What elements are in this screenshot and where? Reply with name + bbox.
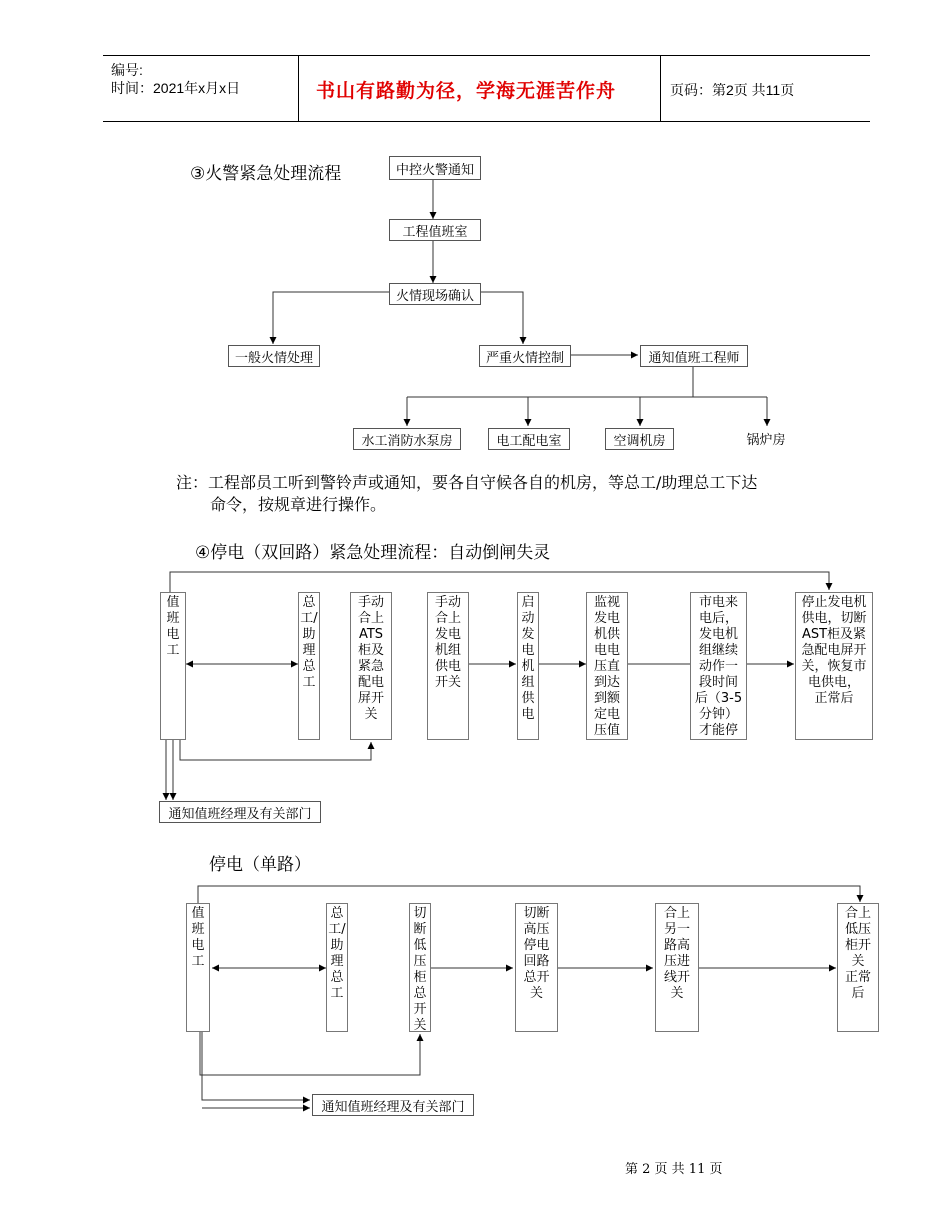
dual-box-chief-engineer: 总 工/ 助 理 总 工 xyxy=(298,592,320,740)
fire-node-confirm: 火情现场确认 xyxy=(389,283,481,305)
page-footer: 第 2 页 共 11 页 xyxy=(625,1162,723,1177)
fire-note-line1: 注：工程部员工听到警铃声或通知，要各自守候各自的机房，等总工/助理总工下达 xyxy=(176,473,758,492)
dual-box-mains-return: 市电来 电后， 发电机 组继续 动作一 段时间 后（3-5 分钟） 才能停 xyxy=(690,592,747,740)
fire-node-pump-room: 水工消防水泵房 xyxy=(353,428,461,450)
dual-box-manual-generator: 手动 合上 发电 机组 供电 开关 xyxy=(427,592,469,740)
dual-box-manual-ats: 手动 合上 ATS 柜及 紧急 配电 屏开 关 xyxy=(350,592,392,740)
single-box-cut-high-voltage: 切断 高压 停电 回路 总开 关 xyxy=(515,903,558,1032)
single-box-chief-engineer: 总 工/ 助 理 总 工 xyxy=(326,903,348,1032)
fire-node-center-alarm: 中控火警通知 xyxy=(389,156,481,180)
dual-notify-manager: 通知值班经理及有关部门 xyxy=(159,801,321,823)
single-box-electrician: 值 班 电 工 xyxy=(186,903,210,1032)
fire-note-line2: 命令，按规章进行操作。 xyxy=(210,495,387,514)
header-motto: 书山有路勤为径，学海无涯苦作舟 xyxy=(316,80,617,102)
dual-box-stop-generator: 停止发电机 供电，切断 AST柜及紧 急配电屏开 关，恢复市 电供电， 正常后 xyxy=(795,592,873,740)
fire-node-boiler-room: 锅炉房 xyxy=(740,428,792,448)
single-box-cut-low-voltage: 切 断 低 压 柜 总 开 关 xyxy=(409,903,431,1032)
fire-node-general: 一般火情处理 xyxy=(228,345,320,367)
single-notify-manager: 通知值班经理及有关部门 xyxy=(312,1094,474,1116)
fire-flow-title: ③火警紧急处理流程 xyxy=(190,164,342,184)
single-box-close-low-voltage: 合上 低压 柜开 关 正常 后 xyxy=(837,903,879,1032)
dual-box-electrician: 值 班 电 工 xyxy=(160,592,186,740)
fire-node-duty-room: 工程值班室 xyxy=(389,219,481,241)
single-flow-title: 停电（单路） xyxy=(209,855,311,875)
dual-box-monitor-voltage: 监视 发电 机供 电电 压直 到达 到额 定电 压值 xyxy=(586,592,628,740)
time-label: 时间：2021年x月x日 xyxy=(111,80,241,96)
serial-label: 编号: xyxy=(111,62,143,78)
dual-box-start-generator: 启 动 发 电 机 组 供 电 xyxy=(517,592,539,740)
fire-node-ac-room: 空调机房 xyxy=(605,428,674,450)
dual-flow-title: ④停电（双回路）紧急处理流程：自动倒闸失灵 xyxy=(195,543,551,563)
single-box-close-other-line: 合上 另一 路高 压进 线开 关 xyxy=(655,903,699,1032)
page-label: 页码：第2页 共11页 xyxy=(670,82,795,98)
fire-node-power-room: 电工配电室 xyxy=(488,428,570,450)
fire-node-serious: 严重火情控制 xyxy=(479,345,571,367)
fire-node-notify-engineer: 通知值班工程师 xyxy=(640,345,748,367)
